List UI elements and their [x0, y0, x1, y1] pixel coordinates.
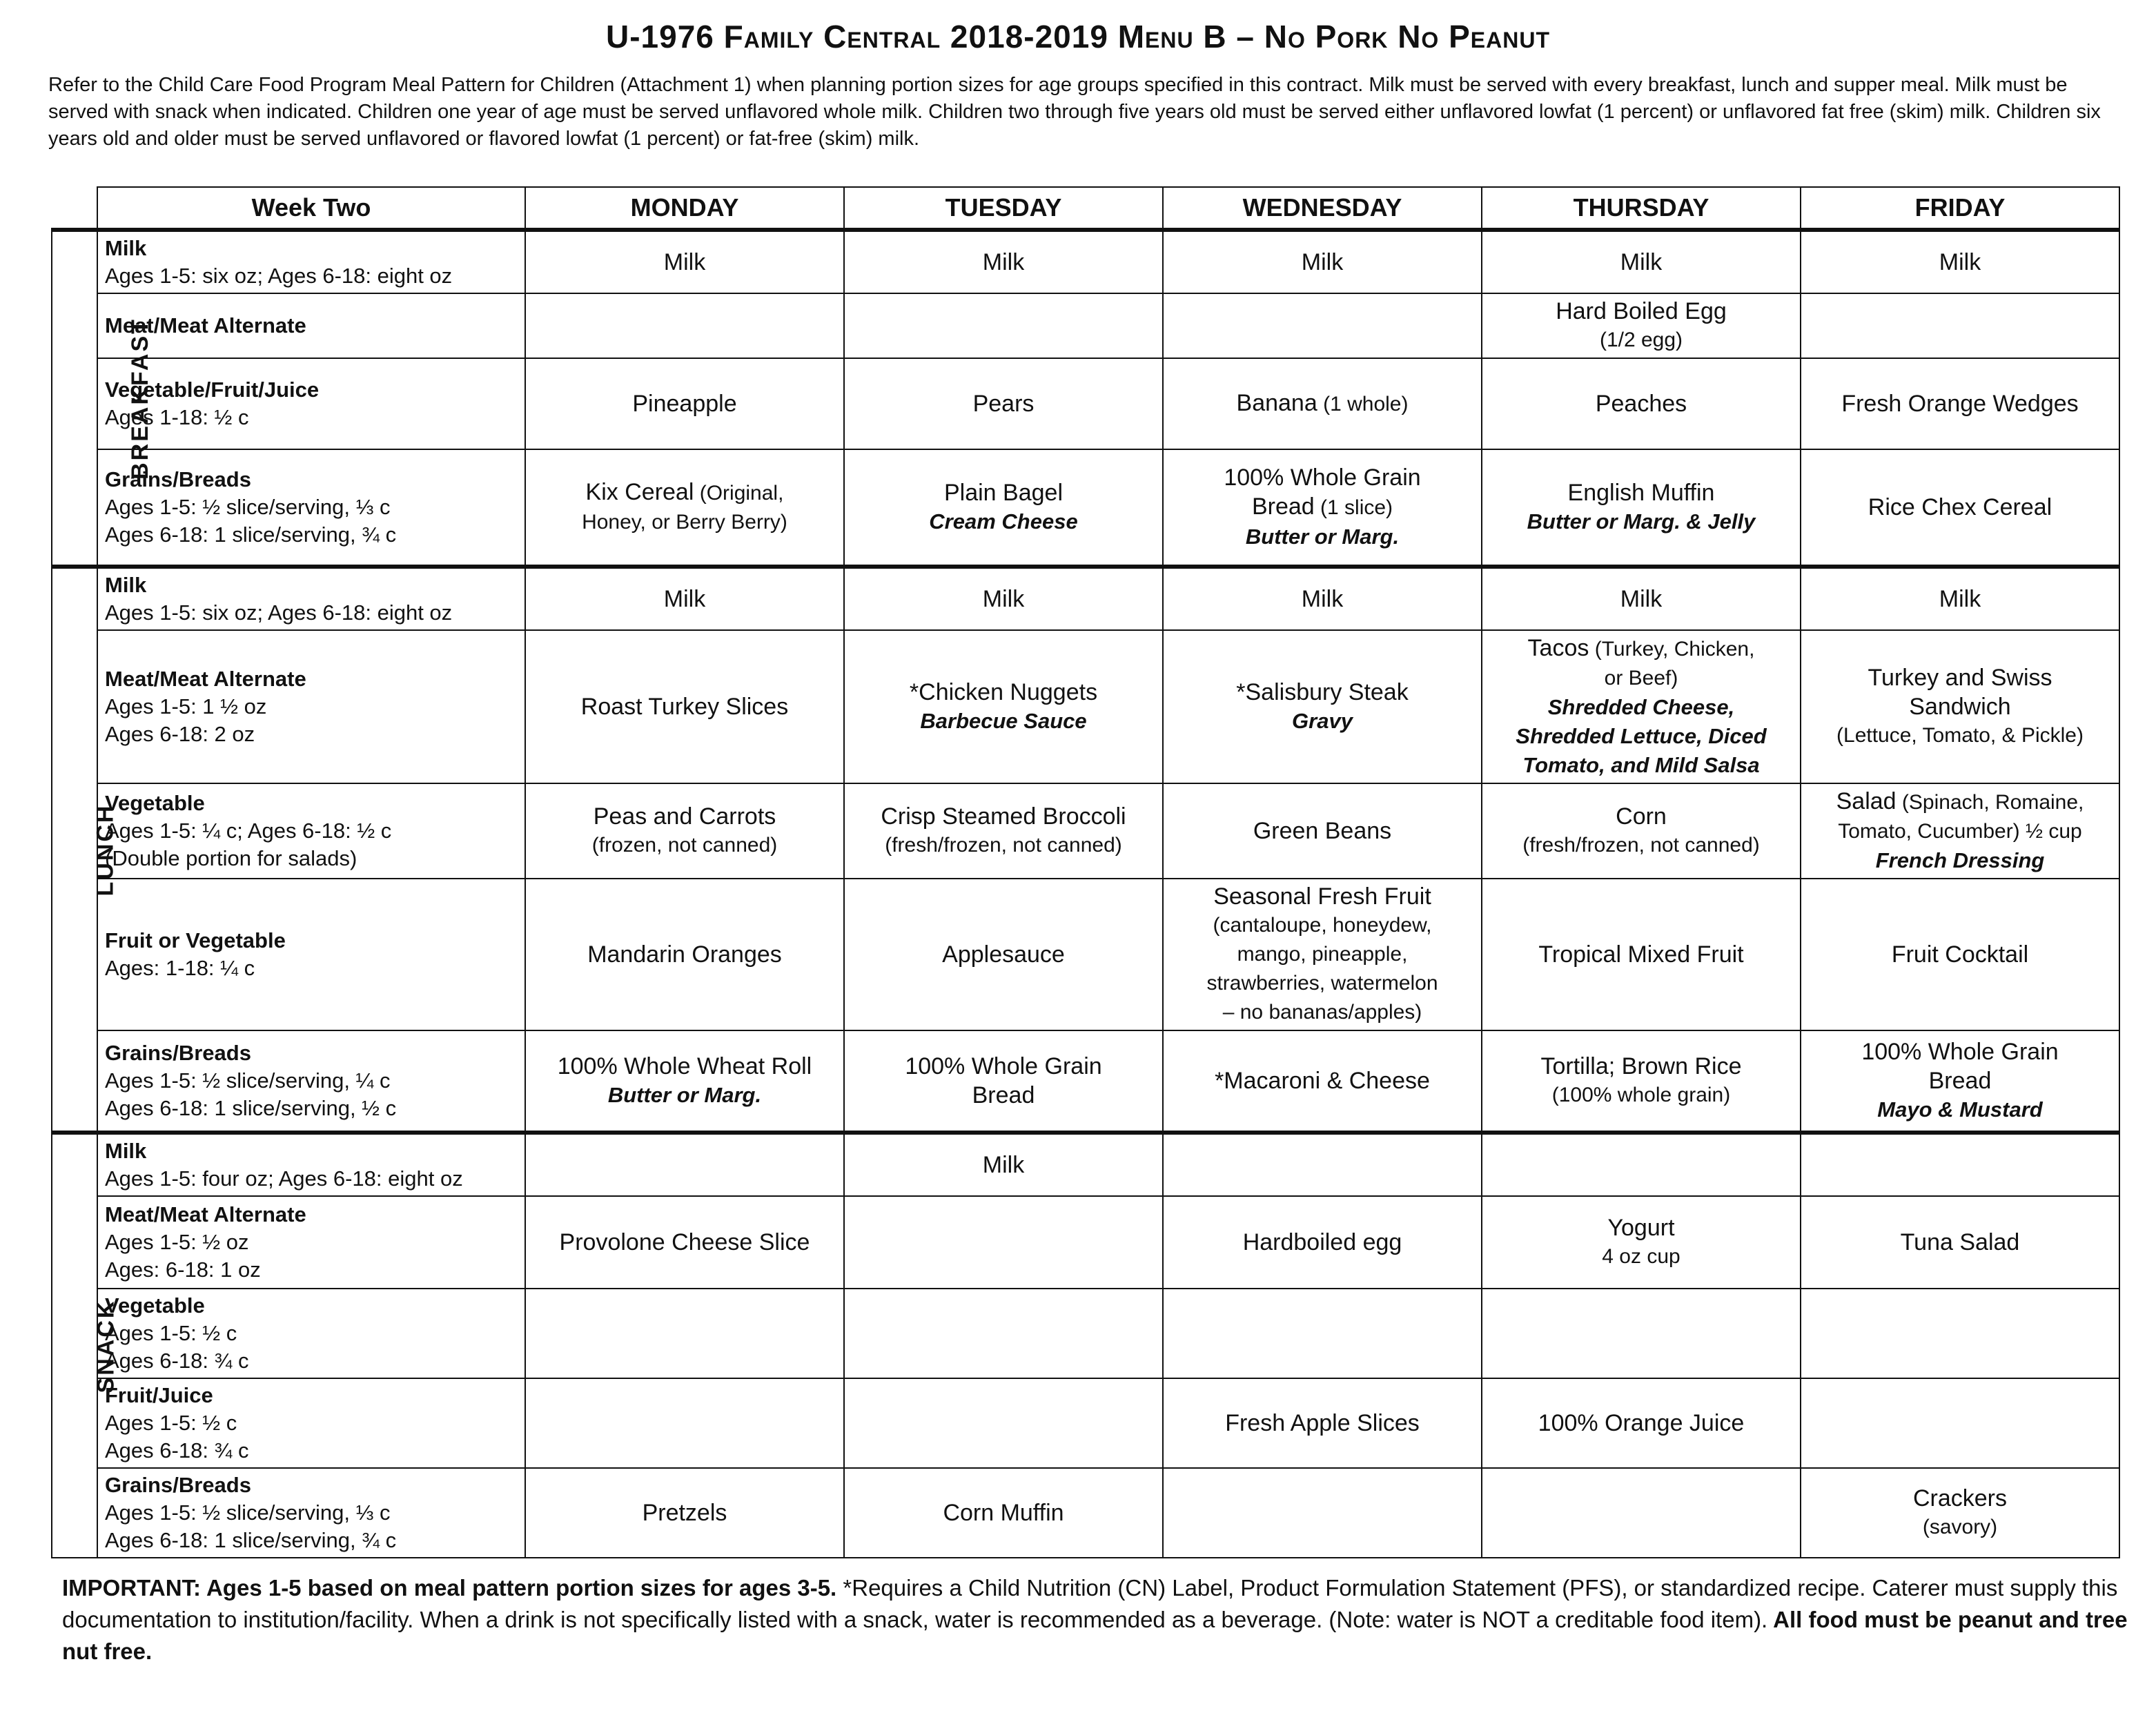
item-detail: (frozen, not canned)	[591, 834, 778, 857]
menu-cell	[844, 1196, 1163, 1289]
row-label	[97, 1196, 525, 1289]
category-name: Grains/Breads	[105, 467, 251, 491]
portion-note: Ages 1-5: six oz; Ages 6-18: eight oz	[105, 600, 453, 625]
item-name	[1808, 940, 2112, 969]
portion-note: Ages 6-18: 2 oz	[105, 722, 255, 746]
breakfast-row	[52, 449, 2119, 567]
item-name	[852, 1498, 1155, 1527]
item-detail: (fresh/frozen, not canned)	[885, 834, 1122, 857]
item-text: Hardboiled egg	[1242, 1229, 1402, 1255]
item-name	[1489, 297, 1793, 326]
snack-row	[52, 1289, 2119, 1378]
menu-cell	[844, 1289, 1163, 1378]
row-label	[97, 630, 525, 783]
menu-cell	[1163, 1133, 1482, 1196]
item-name	[1489, 1213, 1793, 1242]
item-name	[533, 1228, 836, 1257]
item-text: Milk	[1620, 249, 1663, 275]
item-name	[1489, 248, 1793, 277]
portion-note: Ages: 6-18: 1 oz	[105, 1258, 261, 1282]
menu-cell	[844, 1133, 1163, 1196]
item-text: Tortilla; Brown Rice	[1540, 1053, 1742, 1079]
portion-note: Ages 1-5: ¼ c; Ages 6-18: ½ c	[105, 819, 392, 843]
item-text: *Macaroni & Cheese	[1215, 1068, 1430, 1094]
title-year: 2018-2019	[950, 19, 1108, 55]
item-text: Hard Boiled Egg	[1556, 298, 1727, 324]
item-text: Banana	[1236, 390, 1317, 416]
item-text: Bread	[972, 1082, 1035, 1108]
menu-cell	[1482, 567, 1801, 630]
item-text: Peaches	[1595, 391, 1687, 417]
item-text: Kix Cereal	[585, 479, 694, 505]
item-detail: Tomato, Cucumber) ½ cup	[1838, 820, 2082, 843]
item-name	[1170, 678, 1474, 707]
item-name	[852, 802, 1155, 831]
menu-cell	[1163, 230, 1482, 293]
item-detail: 4 oz cup	[1602, 1245, 1680, 1268]
menu-cell	[1801, 230, 2119, 293]
item-condiment: Butter or Marg. & Jelly	[1527, 509, 1756, 534]
snack-section-label	[52, 1133, 119, 1558]
row-label	[97, 230, 525, 293]
menu-cell	[525, 1196, 844, 1289]
item-text: Tacos	[1527, 635, 1589, 661]
menu-cell	[1163, 567, 1482, 630]
item-name-cont	[852, 1081, 1155, 1110]
item-text: Milk	[1939, 249, 1981, 275]
page-title: U-1976 Family Central 2018-2019 Menu B – No Pork No Peanut	[606, 19, 1550, 55]
item-text: Rice Chex Cereal	[1868, 494, 2052, 520]
category-name: Milk	[105, 573, 147, 597]
item-name	[1489, 585, 1793, 614]
menu-cell	[1163, 630, 1482, 783]
item-name	[1170, 463, 1474, 492]
item-qualifier: (Original,	[694, 482, 784, 505]
lunch-row	[52, 630, 2119, 783]
menu-cell	[525, 567, 844, 630]
item-text: Bread	[1251, 493, 1315, 520]
item-detail: mango, pineapple,	[1237, 943, 1408, 966]
menu-cell	[525, 1030, 844, 1133]
row-label	[97, 449, 525, 567]
item-name	[533, 1498, 836, 1527]
item-name	[1808, 389, 2112, 418]
menu-cell	[1801, 1468, 2119, 1558]
item-text: Turkey and Swiss	[1868, 665, 2052, 691]
item-text: Green Beans	[1253, 818, 1392, 844]
item-name	[1808, 663, 2112, 692]
menu-cell	[525, 1468, 844, 1558]
day-header: FRIDAY	[1801, 187, 2119, 230]
menu-cell	[844, 783, 1163, 879]
item-text: Yogurt	[1607, 1215, 1675, 1241]
item-text: Fruit Cocktail	[1891, 941, 2029, 968]
item-name	[852, 678, 1155, 707]
section-title: SNACK	[92, 1299, 119, 1393]
menu-cell	[1482, 1378, 1801, 1468]
category-name: Milk	[105, 236, 147, 260]
item-text: Crackers	[1912, 1485, 2008, 1511]
portion-note: Ages 1-5: 1 ½ oz	[105, 694, 267, 718]
portion-note: Ages 1-5: ½ slice/serving, ¼ c	[105, 1068, 391, 1093]
menu-cell	[1801, 1289, 2119, 1378]
footer-text: *Requires a Child Nutrition (CN) Label, Product Formulation Statement (PFS), or standardized recipe. Caterer must supply this documentation to institution/facility. When a drink is not specifically listed with a snack, water is recommended as a beverage. (Note: water is NOT a creditable food item).	[62, 1575, 2118, 1632]
item-text: Salad	[1836, 788, 1897, 814]
portion-note: Ages 6-18: 1 slice/serving, ½ c	[105, 1096, 397, 1120]
item-detail: (1/2 egg)	[1599, 329, 1683, 351]
item-detail: (100% whole grain)	[1551, 1084, 1731, 1106]
menu-cell	[1482, 630, 1801, 783]
item-text: Fresh Orange Wedges	[1841, 391, 2079, 417]
row-label	[97, 567, 525, 630]
item-name	[1489, 940, 1793, 969]
menu-cell	[844, 230, 1163, 293]
item-name	[1170, 1066, 1474, 1095]
menu-cell	[1482, 1030, 1801, 1133]
item-condiment: Barbecue Sauce	[920, 709, 1087, 733]
row-label	[97, 1030, 525, 1133]
item-name	[1808, 493, 2112, 522]
item-name	[533, 389, 836, 418]
item-text: 100% Orange Juice	[1538, 1410, 1745, 1436]
item-name-cont	[1170, 492, 1474, 522]
menu-cell	[844, 630, 1163, 783]
menu-cell	[1163, 358, 1482, 449]
menu-cell	[1801, 1133, 2119, 1196]
snack-row	[52, 1196, 2119, 1289]
snack-row	[52, 1133, 2119, 1196]
menu-cell	[525, 630, 844, 783]
menu-cell	[1163, 879, 1482, 1030]
item-name	[1170, 248, 1474, 277]
item-text: *Salisbury Steak	[1236, 679, 1409, 705]
breakfast-row	[52, 230, 2119, 293]
item-text: Pineapple	[632, 391, 737, 417]
item-qualifier: (1 slice)	[1314, 496, 1393, 519]
week-label: Week Two	[97, 187, 525, 230]
portion-note: Ages: 1-18: ¼ c	[105, 956, 255, 980]
item-text: English Muffin	[1567, 480, 1715, 506]
item-name	[852, 1151, 1155, 1180]
item-name	[533, 585, 836, 614]
item-name	[852, 248, 1155, 277]
item-text: Milk	[1620, 586, 1663, 612]
item-name	[1489, 389, 1793, 418]
category-name: Vegetable	[105, 791, 205, 815]
row-label	[97, 1289, 525, 1378]
item-qualifier: (Spinach, Romaine,	[1896, 791, 2084, 814]
menu-cell	[1163, 1030, 1482, 1133]
menu-cell	[844, 358, 1163, 449]
item-detail: strawberries, watermelon	[1206, 972, 1438, 995]
item-name	[533, 692, 836, 721]
item-text: Applesauce	[942, 941, 1065, 968]
item-name	[1489, 634, 1793, 664]
item-text: Pretzels	[642, 1500, 727, 1526]
item-condiment: Butter or Marg.	[607, 1083, 762, 1107]
item-text: 100% Whole Grain	[1861, 1039, 2059, 1065]
header-row	[52, 187, 2119, 230]
menu-cell	[1482, 783, 1801, 879]
footer-important: IMPORTANT: Ages 1-5 based on meal pattern portion sizes for ages 3-5.	[62, 1575, 837, 1601]
item-detail: (savory)	[1922, 1516, 1998, 1538]
portion-note: Ages 6-18: 1 slice/serving, ¾ c	[105, 522, 397, 547]
category-name: Grains/Breads	[105, 1473, 251, 1497]
menu-cell	[1801, 1030, 2119, 1133]
item-name	[533, 478, 836, 508]
item-condiment: French Dressing	[1875, 848, 2045, 872]
item-name	[1808, 787, 2112, 817]
row-label	[97, 293, 525, 358]
menu-cell	[844, 293, 1163, 358]
category-name: Vegetable	[105, 1293, 205, 1318]
snack-row	[52, 1468, 2119, 1558]
item-text: Peas and Carrots	[593, 803, 776, 830]
item-name-cont	[1808, 1066, 2112, 1095]
portion-note: Ages 1-18: ½ c	[105, 405, 249, 429]
portion-note: Ages 1-5: six oz; Ages 6-18: eight oz	[105, 264, 453, 288]
item-text: Tropical Mixed Fruit	[1538, 941, 1744, 968]
item-condiment: Shredded Lettuce, Diced	[1516, 724, 1767, 748]
item-name	[533, 248, 836, 277]
menu-cell	[525, 783, 844, 879]
item-text: Crisp Steamed Broccoli	[881, 803, 1126, 830]
title-restriction: No Pork No Peanut	[1264, 19, 1550, 55]
menu-cell	[844, 449, 1163, 567]
menu-cell	[1482, 230, 1801, 293]
menu-cell	[1801, 1378, 2119, 1468]
item-detail: (Lettuce, Tomato, & Pickle)	[1836, 724, 2084, 747]
menu-cell	[1163, 449, 1482, 567]
item-text: Milk	[982, 1152, 1025, 1178]
item-condiment: Gravy	[1292, 709, 1353, 733]
day-header: THURSDAY	[1482, 187, 1801, 230]
item-name	[1808, 1484, 2112, 1513]
item-qualifier: (1 whole)	[1317, 393, 1409, 415]
item-text: Milk	[1939, 586, 1981, 612]
item-text: Milk	[663, 249, 706, 275]
item-name-cont	[1808, 692, 2112, 721]
item-name	[852, 478, 1155, 507]
item-text: 100% Whole Grain	[905, 1053, 1102, 1079]
category-name: Vegetable/Fruit/Juice	[105, 378, 320, 402]
item-name	[1489, 1052, 1793, 1081]
portion-note: Ages 6-18: 1 slice/serving, ¾ c	[105, 1528, 397, 1552]
menu-cell	[844, 1030, 1163, 1133]
menu-cell	[1163, 1289, 1482, 1378]
item-text: Pears	[972, 391, 1035, 417]
item-name	[1489, 478, 1793, 507]
item-text: Plain Bagel	[943, 480, 1063, 506]
item-text: Milk	[982, 586, 1025, 612]
item-text: 100% Whole Wheat Roll	[557, 1053, 812, 1079]
portion-note: Ages 6-18: ¾ c	[105, 1438, 249, 1462]
menu-cell	[1801, 293, 2119, 358]
menu-cell	[1163, 1378, 1482, 1468]
snack-row	[52, 1378, 2119, 1468]
menu-cell	[525, 449, 844, 567]
menu-cell	[1163, 293, 1482, 358]
category-name: Meat/Meat Alternate	[105, 313, 306, 337]
lunch-row	[52, 879, 2119, 1030]
category-name: Fruit/Juice	[105, 1383, 213, 1407]
breakfast-row	[52, 293, 2119, 358]
item-name	[852, 585, 1155, 614]
item-condiment: Tomato, and Mild Salsa	[1522, 753, 1760, 777]
lunch-section-label	[52, 567, 119, 1133]
row-label	[97, 783, 525, 879]
item-name	[1170, 585, 1474, 614]
item-name	[1170, 1228, 1474, 1257]
item-name	[852, 1052, 1155, 1081]
lunch-row	[52, 567, 2119, 630]
menu-cell	[1482, 358, 1801, 449]
lunch-row	[52, 783, 2119, 879]
item-text: Milk	[982, 249, 1025, 275]
item-detail: or Beef)	[1604, 667, 1678, 689]
item-text: 100% Whole Grain	[1224, 464, 1421, 491]
footer-note	[62, 1572, 2133, 1667]
menu-cell	[525, 358, 844, 449]
portion-note: Ages 1-5: four oz; Ages 6-18: eight oz	[105, 1166, 463, 1191]
item-text: *Chicken Nuggets	[909, 679, 1098, 705]
item-name	[1489, 802, 1793, 831]
item-detail: (fresh/frozen, not canned)	[1522, 834, 1760, 857]
day-header: TUESDAY	[844, 187, 1163, 230]
menu-cell	[1482, 1289, 1801, 1378]
category-name: Meat/Meat Alternate	[105, 667, 306, 691]
menu-cell	[844, 567, 1163, 630]
menu-cell	[1482, 1196, 1801, 1289]
breakfast-row	[52, 358, 2119, 449]
menu-cell	[1801, 567, 2119, 630]
item-text: Milk	[1301, 586, 1344, 612]
item-detail: Honey, or Berry Berry)	[582, 511, 787, 534]
menu-cell	[844, 1468, 1163, 1558]
portion-note: Ages 1-5: ½ slice/serving, ⅓ c	[105, 495, 391, 519]
menu-cell	[844, 879, 1163, 1030]
item-name	[1170, 1409, 1474, 1438]
row-label	[97, 1133, 525, 1196]
item-qualifier: (Turkey, Chicken,	[1589, 638, 1755, 661]
lunch-row	[52, 1030, 2119, 1133]
row-label	[97, 358, 525, 449]
menu-cell	[525, 230, 844, 293]
menu-cell	[844, 1378, 1163, 1468]
item-condiment: Shredded Cheese,	[1547, 695, 1735, 719]
menu-cell	[1801, 358, 2119, 449]
menu-cell	[1482, 1133, 1801, 1196]
menu-cell	[1801, 783, 2119, 879]
item-text: Milk	[663, 586, 706, 612]
portion-note: Ages 1-5: ½ c	[105, 1411, 237, 1435]
row-label	[97, 1378, 525, 1468]
portion-note: Ages 6-18: ¾ c	[105, 1349, 249, 1373]
menu-cell	[1482, 293, 1801, 358]
category-name: Fruit or Vegetable	[105, 928, 286, 952]
item-text: Sandwich	[1909, 694, 2011, 720]
portion-note: Ages 1-5: ½ oz	[105, 1230, 249, 1254]
category-name: Meat/Meat Alternate	[105, 1202, 306, 1226]
item-name	[1808, 1228, 2112, 1257]
item-detail: – no bananas/apples)	[1222, 1001, 1422, 1024]
item-condiment: Cream Cheese	[929, 509, 1078, 534]
item-text: Roast Turkey Slices	[580, 694, 789, 720]
item-text: Corn Muffin	[943, 1500, 1064, 1526]
day-header: WEDNESDAY	[1163, 187, 1482, 230]
intro-paragraph: Refer to the Child Care Food Program Meal Pattern for Children (Attachment 1) when planning portion sizes for age groups specified in this contract. Milk must be served with every breakfast, lunch and supper meal. Milk must be served with snack when indicated. Children one year of age must be served unflavored whole milk. Children two through five years old must be served either unflavored lowfat (1 percent) or unflavored fat free (skim) milk. Children six years old and older must be served unflavored or flavored lowfat (1 percent) or fat-free (skim) milk.	[48, 74, 2101, 150]
title-contract: U-1976	[606, 19, 714, 55]
menu-cell	[1482, 449, 1801, 567]
section-title: BREAKFAST	[126, 317, 153, 480]
item-text: Mandarin Oranges	[587, 941, 782, 968]
menu-cell	[1163, 1468, 1482, 1558]
item-name	[533, 802, 836, 831]
item-name	[533, 940, 836, 969]
day-header: MONDAY	[525, 187, 844, 230]
item-name	[1170, 389, 1474, 419]
menu-cell	[525, 293, 844, 358]
item-name	[852, 389, 1155, 418]
category-name: Milk	[105, 1139, 147, 1163]
item-name	[1170, 816, 1474, 845]
item-name	[1808, 1037, 2112, 1066]
item-text: Corn	[1616, 803, 1667, 830]
portion-note: Ages 1-5: ½ c	[105, 1321, 237, 1345]
title-menu: Menu B	[1117, 19, 1227, 55]
menu-cell	[525, 1133, 844, 1196]
menu-cell	[1801, 449, 2119, 567]
item-text: Provolone Cheese Slice	[559, 1229, 810, 1255]
item-name	[852, 940, 1155, 969]
footer-allergy: All food must be peanut and tree nut free.	[62, 1607, 2128, 1664]
menu-table	[51, 186, 2120, 1558]
menu-cell	[1482, 1468, 1801, 1558]
item-name	[533, 1052, 836, 1081]
menu-cell	[1163, 1196, 1482, 1289]
menu-cell	[1482, 879, 1801, 1030]
menu-cell	[1801, 879, 2119, 1030]
menu-cell	[1801, 630, 2119, 783]
menu-cell	[1163, 783, 1482, 879]
item-condiment: Mayo & Mustard	[1877, 1097, 2043, 1122]
item-text: Seasonal Fresh Fruit	[1213, 883, 1431, 910]
title-agency: Family Central	[723, 19, 941, 55]
menu-cell	[525, 879, 844, 1030]
item-condiment: Butter or Marg.	[1245, 525, 1400, 549]
item-name	[1170, 882, 1474, 911]
menu-cell	[525, 1289, 844, 1378]
section-title: LUNCH	[92, 803, 119, 896]
portion-note: (Double portion for salads)	[105, 846, 357, 870]
item-text: Fresh Apple Slices	[1225, 1410, 1420, 1436]
item-name	[1489, 1409, 1793, 1438]
row-label	[97, 1468, 525, 1558]
item-name	[1808, 248, 2112, 277]
item-text: Milk	[1301, 249, 1344, 275]
item-text: Tuna Salad	[1900, 1229, 2020, 1255]
item-detail: (cantaloupe, honeydew,	[1213, 914, 1432, 937]
portion-note: Ages 1-5: ½ slice/serving, ⅓ c	[105, 1500, 391, 1525]
menu-cell	[525, 1378, 844, 1468]
category-name: Grains/Breads	[105, 1041, 251, 1065]
row-label	[97, 879, 525, 1030]
item-text: Bread	[1928, 1068, 1992, 1094]
menu-cell	[1801, 1196, 2119, 1289]
item-name	[1808, 585, 2112, 614]
